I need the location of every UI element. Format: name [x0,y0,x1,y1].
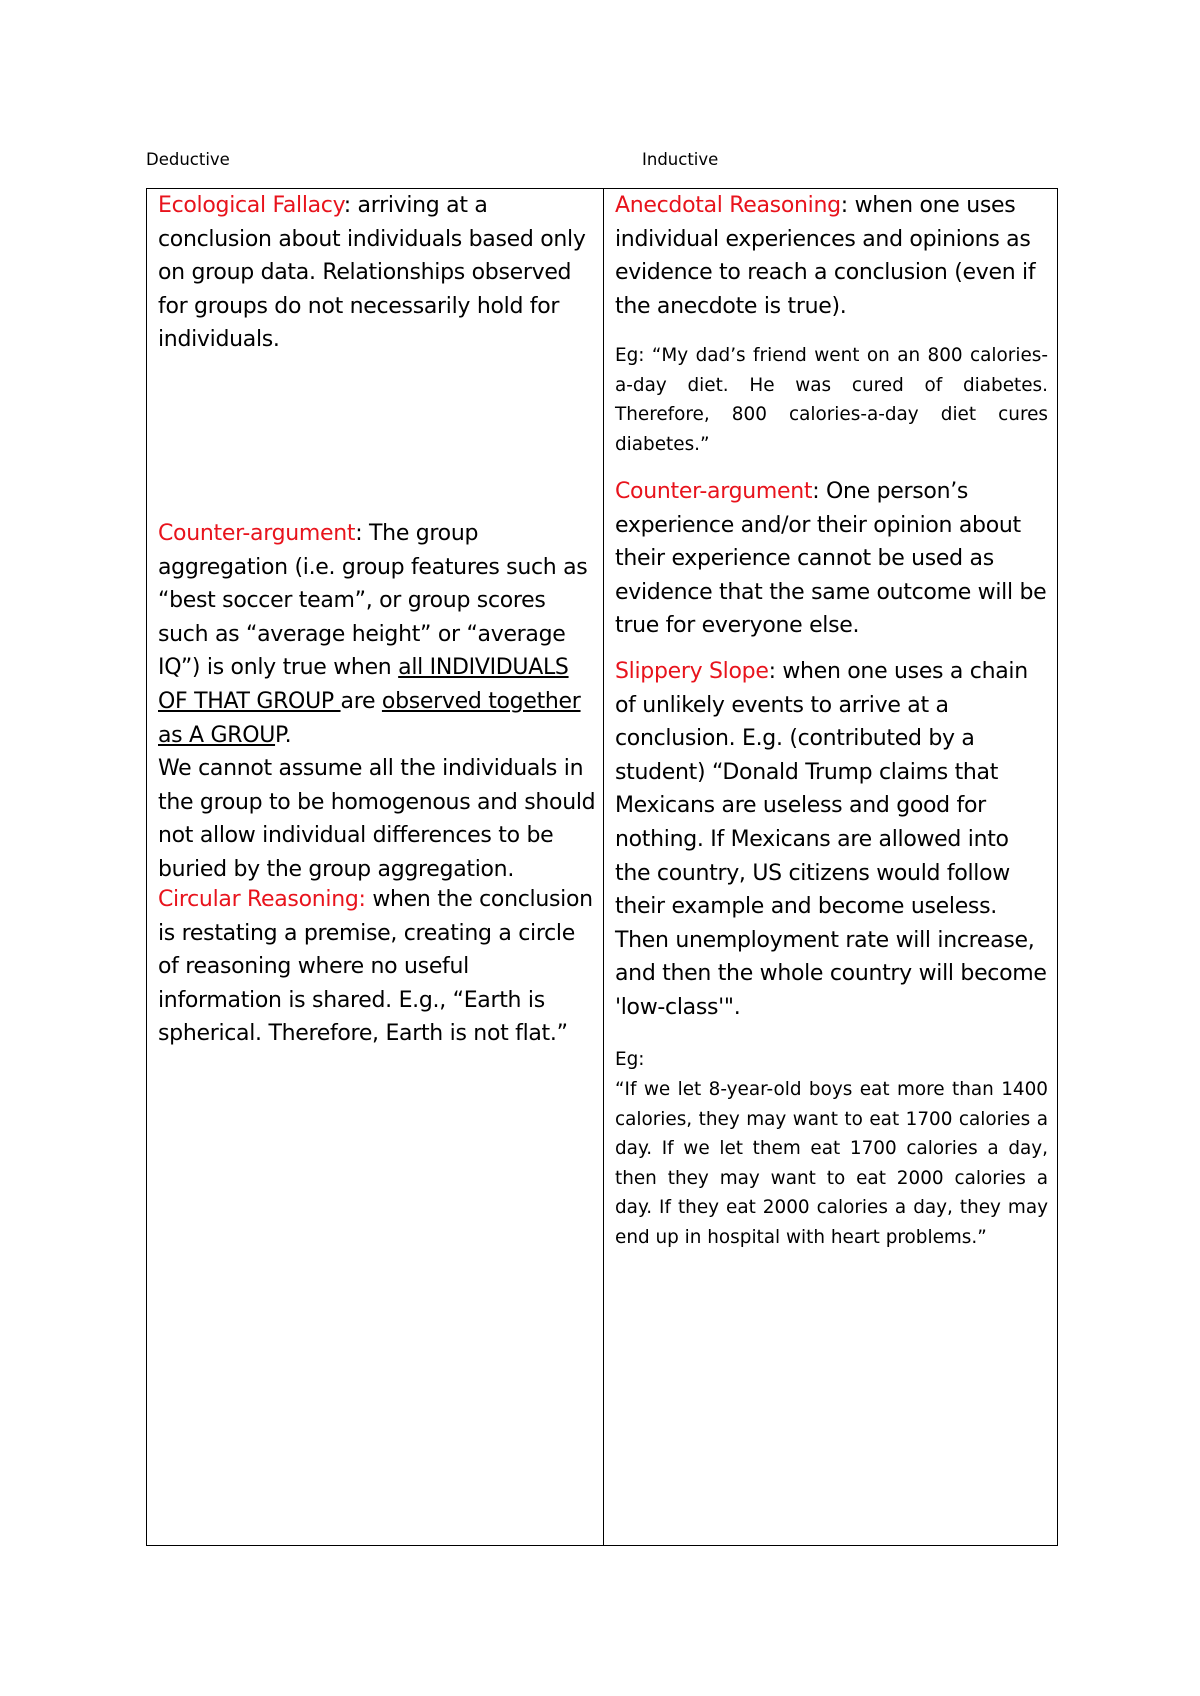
anecdotal-example: Eg: “My dad’s friend went on an 800 calories-a-day diet. He was cured of diabetes. Therefore, 800 calories-a-day diet cures diabetes.” [615,345,1048,455]
deductive-counter-text-1: : The group aggregation (i.e. group features such as “best soccer team”, or group scores such as “average height” or “average IQ”) is only true when [158,521,588,681]
anecdotal-reasoning-definition: : when one uses individual experiences and opinions as evidence to reach a conclusion (even if the anecdote is true). [615,193,1036,319]
slippery-example-label: Eg: [615,1049,645,1070]
anecdotal-reasoning-term: Anecdotal Reasoning [615,193,841,218]
circular-reasoning-term: Circular Reasoning: [158,887,366,912]
ecological-fallacy-entry [158,189,597,357]
slippery-example: “If we let 8-year-old boys eat more than 1400 calories, they may want to eat 1700 calories a day. If we let them eat 1700 calories a day, then they may want to eat 2000 calories a day. If they eat 2000 calories a day, they may end up in hospital with heart problems.” [615,1079,1048,1248]
deductive-header: Deductive [146,150,230,169]
deductive-counter-underline-1: all INDIVIDUALS OF THAT GROUP [158,655,569,714]
circular-reasoning-entry [158,883,597,1051]
ecological-fallacy-term: Ecological Fallacy [158,193,344,218]
inductive-counter-argument [615,475,1048,643]
deductive-counter-argument [158,517,597,887]
deductive-counter-text-4: We cannot assume all the individuals in the group to be homogenous and should not allow individual differences to be buried by the group aggregation. [158,756,596,882]
deductive-counter-underline-2: observed together as A GROU [158,688,581,748]
deductive-cell [147,189,604,1545]
slippery-slope-entry [615,655,1048,1025]
inductive-counter-term: Counter-argument [615,479,813,504]
slippery-slope-definition: : when one uses a chain of unlikely events to arrive at a conclusion. E.g. (contributed by a student) “Donald Trump claims that Mexicans are useless and good for nothing. If Mexicans are allowed into the country, US citizens would follow their example and become useless. Then unemployment rate will increase, and then the whole country will become 'low-class'". [615,659,1047,1020]
inductive-counter-text: : One person’s experience and/or their opinion about their experience cannot be used as evidence that the same outcome will be true for everyone else. [615,479,1047,639]
deductive-counter-text-2: are [340,688,382,714]
inductive-header: Inductive [642,150,719,169]
circular-reasoning-definition: when the conclusion is restating a premise, creating a circle of reasoning where no useful information is shared. E.g., “Earth is spherical. Therefore, Earth is not flat.” [158,887,593,1047]
deductive-counter-text-3: P. [275,722,292,748]
anecdotal-reasoning-entry [615,189,1048,323]
inductive-cell [604,189,1057,1545]
slippery-slope-term: Slippery Slope [615,659,769,684]
deductive-counter-term: Counter-argument [158,521,356,546]
ecological-fallacy-definition: : arriving at a conclusion about individuals based only on group data. Relationships observed for groups do not necessarily hold for individuals. [158,193,586,353]
fallacy-table [146,188,1058,1546]
